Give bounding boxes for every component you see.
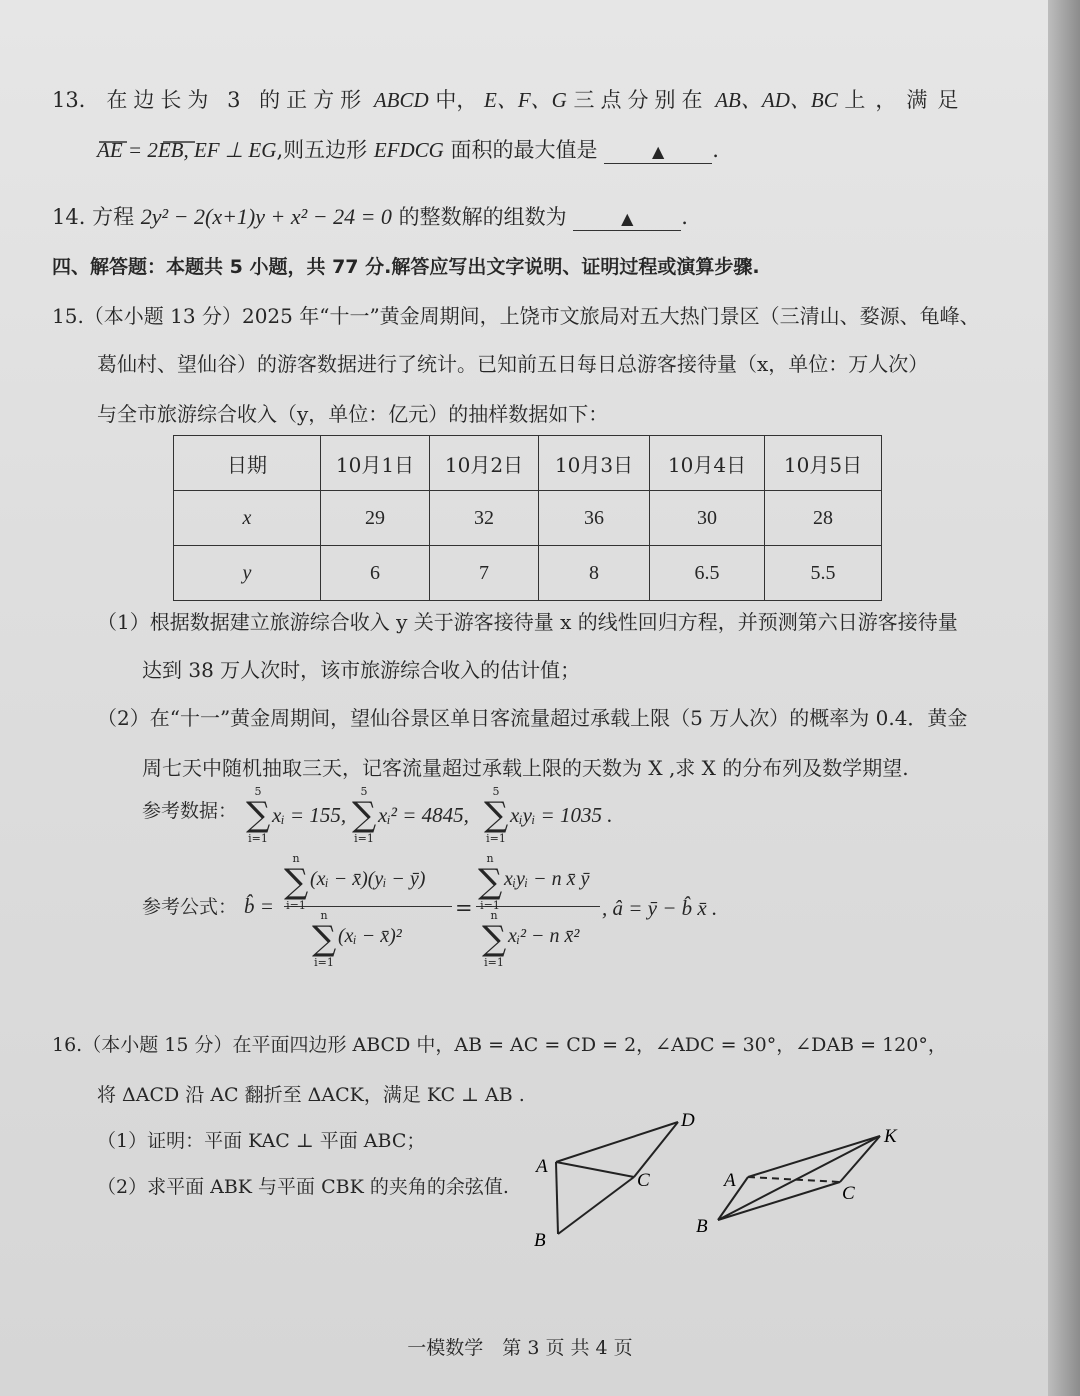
label-c: C: [637, 1170, 650, 1191]
label-d: D: [681, 1110, 695, 1131]
table-cell: x: [174, 491, 321, 546]
label-b: B: [696, 1216, 708, 1237]
sum-symbol: 5 ∑ i=1: [352, 785, 377, 845]
fraction-denominator: [284, 907, 452, 969]
q13-line2: AE = 2EB, EF ⊥ EG,则五边形 EFDCG 面积的最大值是 ▲ .: [97, 138, 719, 164]
q15-data-table: [173, 435, 882, 601]
table-cell: 10月4日: [650, 436, 765, 491]
table-cell: 5.5: [765, 546, 882, 601]
q13-text: 面积的最大值是: [450, 138, 598, 162]
sum-upper: 5: [492, 785, 500, 798]
table-cell: 10月5日: [765, 436, 882, 491]
q14-line: 14. 方程 2y² − 2(x+1)y + x² − 24 = 0 的整数解的组数为 ▲ .: [52, 204, 688, 231]
q15-line1: 15.（本小题 13 分）2025 年“十一”黄金周期间，上饶市文旅局对五大热门景区（三清山、婺源、龟峰、: [52, 304, 980, 328]
table-cell: 29: [321, 491, 430, 546]
table-row-y: [174, 546, 882, 601]
page-edge-shadow: [1048, 0, 1080, 1396]
bhat: b̂ =: [244, 894, 274, 918]
q13-number: 13．: [52, 88, 100, 112]
sum-upper: 5: [254, 785, 262, 798]
fraction-numerator: [476, 852, 600, 912]
sum-symbol: n ∑ i=1: [478, 852, 503, 912]
sum-lower: i=1: [286, 899, 306, 912]
table-cell: 10月1日: [321, 436, 430, 491]
sum-upper: n: [486, 852, 494, 865]
q13-text: 中，: [435, 88, 478, 112]
sum-symbol: n ∑ i=1: [312, 909, 337, 969]
table-cell: 日期: [174, 436, 321, 491]
ref-data-label: 参考数据：: [142, 800, 238, 822]
table-cell: 28: [765, 491, 882, 546]
sum-upper: n: [490, 909, 498, 922]
table-cell: 7: [430, 546, 539, 601]
sum-upper: n: [320, 909, 328, 922]
sum-symbol: 5 ∑ i=1: [484, 785, 509, 845]
label-k: K: [884, 1126, 897, 1147]
q13-efg: E、F、G: [484, 88, 567, 112]
fraction-1: [284, 852, 452, 969]
q13-condition: AE = 2EB, EF ⊥ EG: [97, 138, 277, 162]
sum-symbol: n ∑ i=1: [482, 909, 507, 969]
frac2-num: xᵢyᵢ − n x̄ ȳ: [504, 868, 590, 890]
page-footer: 一模数学 第 3 页 共 4 页: [407, 1337, 633, 1359]
sum-symbol: n ∑ i=1: [284, 852, 309, 912]
q16-part1: （1）证明：平面 KAC ⊥ 平面 ABC；: [97, 1130, 426, 1152]
sum-lower: i=1: [248, 832, 268, 845]
fraction-numerator: [284, 852, 452, 912]
sum-lower: i=1: [486, 832, 506, 845]
table-cell: 6: [321, 546, 430, 601]
q15-part2-line2: 周七天中随机抽取三天，记客流量超过承载上限的天数为 X ,求 X 的分布列及数学期望.: [142, 756, 909, 780]
q15-part2-line1: （2）在“十一”黄金周期间，望仙谷景区单日客流量超过承载上限（5 万人次）的概率为 0.4．黄金: [97, 706, 968, 730]
ref-formula-label: 参考公式：: [142, 896, 238, 918]
triangle-icon: ▲: [652, 142, 665, 161]
q16-part2: （2）求平面 ABK 与平面 CBK 的夹角的余弦值.: [97, 1176, 509, 1198]
sum-lower: i=1: [484, 956, 504, 969]
table-cell: 8: [539, 546, 650, 601]
q13-text: 三点分别在: [573, 88, 709, 112]
section-title: 四、解答题：本题共 5 小题，共 77 分.解答应写出文字说明、证明过程或演算步骤.: [52, 256, 760, 278]
ahat: , â = ȳ − b̂ x̄ .: [602, 896, 718, 920]
table-cell: 6.5: [650, 546, 765, 601]
q13-answer-blank: [604, 138, 712, 164]
q14-number: 14.: [52, 205, 86, 229]
q13-text: ,则五边形: [276, 138, 368, 162]
sum-upper: n: [292, 852, 300, 865]
q14-answer-blank: [573, 205, 681, 231]
q13-text: 在边长为 3 的正方形: [106, 88, 368, 112]
q15-line3: 与全市旅游综合收入（y，单位：亿元）的抽样数据如下：: [97, 402, 609, 426]
q13-pentagon: EFDCG: [373, 138, 444, 162]
frac2-den: xᵢ² − n x̄²: [508, 925, 580, 947]
q13-abcd: ABCD: [373, 88, 429, 112]
equals-sign: =: [455, 896, 473, 920]
label-c: C: [842, 1183, 855, 1204]
table-cell: 10月3日: [539, 436, 650, 491]
label-a: A: [724, 1170, 736, 1191]
q13-sides: AB、AD、BC: [715, 88, 838, 112]
frac1-num: (xᵢ − x̄)(yᵢ − ȳ): [310, 868, 426, 890]
q14-text: 方程: [92, 205, 135, 229]
table-cell: 36: [539, 491, 650, 546]
fraction-2: [476, 852, 600, 969]
ref-data-1: xᵢ = 155,: [272, 803, 347, 827]
label-a: A: [536, 1156, 548, 1177]
table-row-header: [174, 436, 882, 491]
table-cell: 32: [430, 491, 539, 546]
q13-line1: [52, 88, 968, 113]
sum-symbol: 5 ∑ i=1: [246, 785, 271, 845]
q14-equation: 2y² − 2(x+1)y + x² − 24 = 0: [140, 204, 392, 229]
sum-lower: i=1: [480, 899, 500, 912]
q16-line1: 16.（本小题 15 分）在平面四边形 ABCD 中，AB = AC = CD = 2，∠ADC = 30°，∠DAB = 120°，: [52, 1034, 947, 1056]
ref-data-3: xᵢyᵢ = 1035 .: [510, 803, 613, 827]
label-b: B: [534, 1230, 546, 1251]
q13-vector-arrows: [97, 140, 98, 141]
sum-upper: 5: [360, 785, 368, 798]
table-cell: y: [174, 546, 321, 601]
q16-line2: 将 ΔACD 沿 AC 翻折至 ΔACK，满足 KC ⊥ AB .: [97, 1084, 525, 1106]
q15-line2: 葛仙村、望仙谷）的游客数据进行了统计。已知前五日每日总游客接待量（x，单位：万人次）: [97, 352, 929, 376]
sum-lower: i=1: [314, 956, 334, 969]
ref-data-2: xᵢ² = 4845,: [378, 803, 469, 827]
table-cell: 10月2日: [430, 436, 539, 491]
q15-part1-line1: （1）根据数据建立旅游综合收入 y 关于游客接待量 x 的线性回归方程，并预测第六日游客接待量: [97, 610, 958, 634]
q14-text: 的整数解的组数为: [398, 205, 567, 229]
sum-lower: i=1: [354, 832, 374, 845]
figure-folded-tetrahedron: [690, 1120, 897, 1237]
triangle-icon: ▲: [621, 209, 634, 228]
q13-text: 上，满足: [844, 88, 969, 112]
fraction-denominator: [476, 907, 600, 969]
q15-part1-line2: 达到 38 万人次时，该市旅游综合收入的估计值；: [142, 658, 581, 682]
table-row-x: [174, 491, 882, 546]
table-cell: 30: [650, 491, 765, 546]
frac1-den: (xᵢ − x̄)²: [338, 925, 402, 947]
